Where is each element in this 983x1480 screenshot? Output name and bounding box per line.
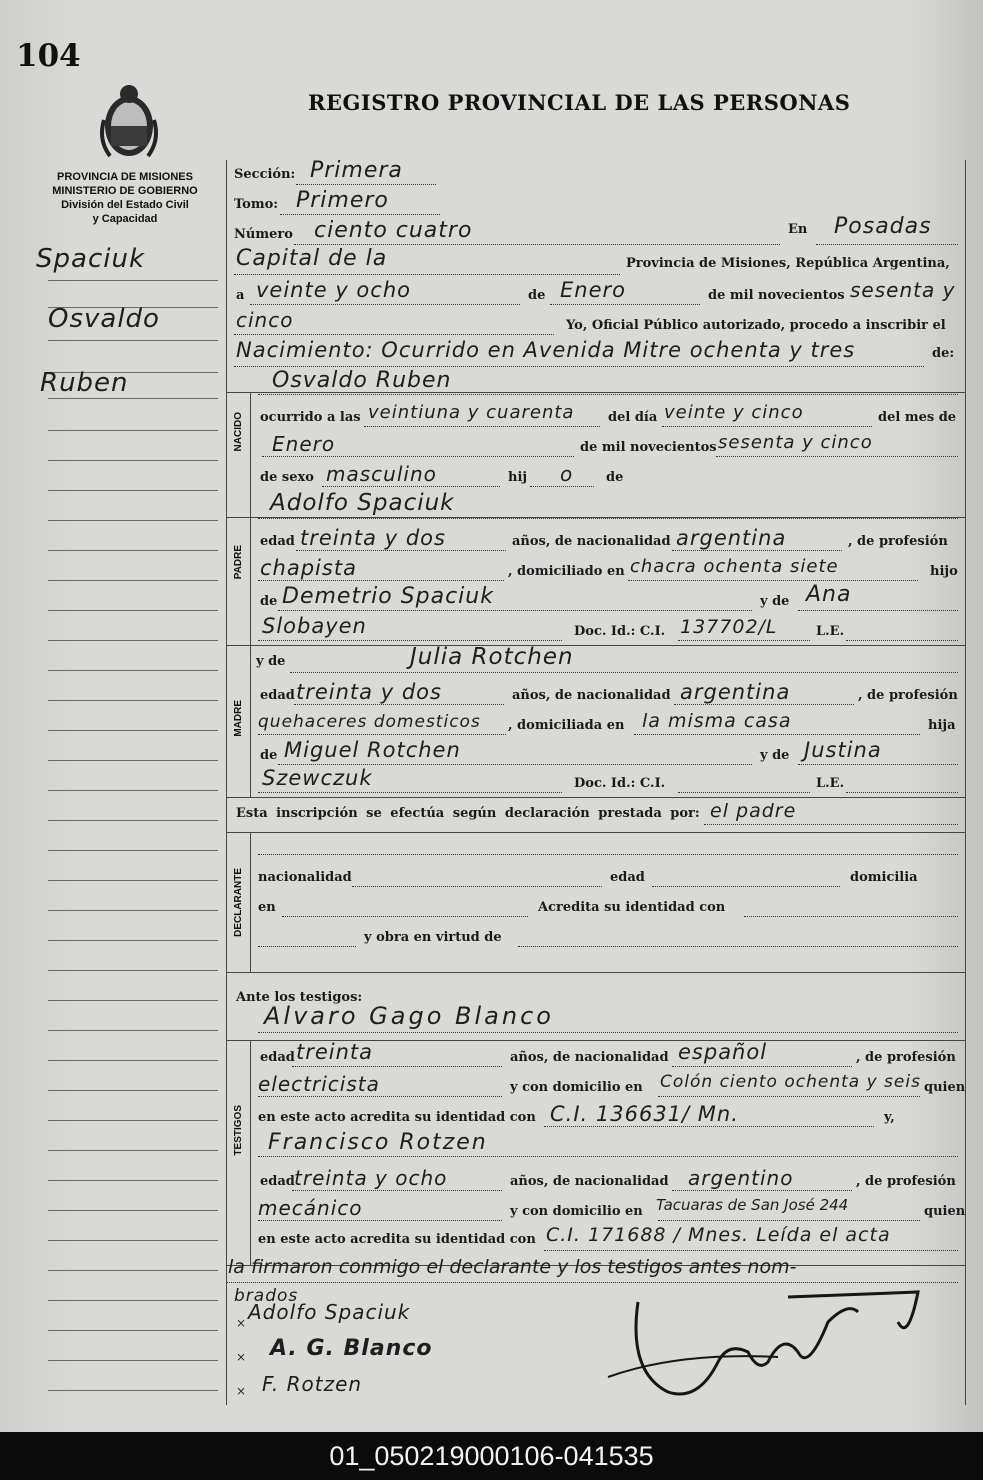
padre-edad-value: treinta y dos (300, 526, 446, 550)
section-divider (226, 797, 965, 798)
padre-edad-line (296, 550, 506, 551)
nacido-mes-value: Enero (272, 432, 336, 456)
madre-edad-value: treinta y dos (296, 680, 442, 704)
testigo1-nombre: Alvaro Gago Blanco (264, 1002, 554, 1030)
signature-witness-2: F. Rotzen (262, 1372, 363, 1396)
margin-rule (48, 850, 218, 851)
padre-nombre: Adolfo Spaciuk (270, 490, 455, 516)
testigo2-prof-label: , de profesión (856, 1174, 956, 1189)
nacimiento-value: Nacimiento: Ocurrido en Avenida Mitre ochenta y tres (236, 338, 856, 362)
sexo-line (322, 486, 500, 487)
margin-rule (48, 730, 218, 731)
authority-line: PROVINCIA DE MISIONES (57, 171, 193, 183)
anio-value-continued: cinco (236, 308, 294, 332)
madre-padre-line (278, 764, 752, 765)
nacido-anio-line (716, 456, 958, 457)
margin-rule (48, 1390, 218, 1391)
margin-rule (48, 1300, 218, 1301)
testigo1-y-label: y, (884, 1110, 895, 1125)
madre-madre-line (798, 764, 958, 765)
declarante-acredita-label: Acredita su identidad con (538, 900, 726, 915)
padre-prof-value: chapista (260, 556, 357, 580)
hij-value: o (560, 462, 574, 486)
coat-of-arms-icon (96, 80, 162, 162)
declaracion-value: el padre (710, 800, 797, 822)
margin-rule (48, 880, 218, 881)
testigo1-dom-label: y con domicilio en (510, 1080, 643, 1095)
margin-rule (48, 520, 218, 521)
padre-prof-label: , de profesión (848, 534, 948, 549)
padre-madre-line-2 (258, 640, 562, 641)
margin-rule (48, 550, 218, 551)
numero-line (294, 244, 780, 245)
mes-de-label: del mes de (878, 410, 957, 425)
declarante-dom-label: domicilia (850, 870, 918, 885)
testigo1-nac-line (672, 1066, 852, 1067)
declarante-acredita-line (744, 916, 958, 917)
madre-yde2-label: y de (760, 748, 790, 763)
testigo1-edad-line (292, 1066, 502, 1067)
numero-value: ciento cuatro (314, 218, 473, 243)
issuing-authority (30, 170, 220, 226)
padre-dom-line (628, 580, 918, 581)
margin-second-name: Ruben (40, 368, 129, 398)
de-colon-label: de: (932, 346, 955, 361)
capital-value: Capital de la (236, 246, 388, 271)
margin-rule (48, 1330, 218, 1331)
testigo2-nac: argentino (688, 1166, 794, 1190)
padre-le-line (846, 640, 958, 641)
hora-value: veintiuna y cuarenta (368, 402, 575, 423)
nacido-de-label: de (606, 470, 624, 485)
section-column-border (250, 832, 251, 972)
section-label-padre: PADRE (233, 545, 244, 580)
margin-rule (48, 640, 218, 641)
section-divider (226, 972, 965, 973)
margin-surname: Spaciuk (36, 244, 145, 274)
padre-edad-label: edad (260, 534, 295, 549)
signature-witness-1: A. G. Blanco (270, 1336, 433, 1361)
declarante-doc-line (258, 946, 356, 947)
declarante-obra-line (518, 946, 958, 947)
declarante-nombre-line (258, 854, 958, 855)
margin-rule (48, 1090, 218, 1091)
madre-madre-line-2 (258, 792, 562, 793)
margin-rule (48, 1000, 218, 1001)
cierre-text-2: brados (234, 1286, 299, 1306)
declarante-obra-label: y obra en virtud de (364, 930, 502, 945)
hora-line (364, 426, 600, 427)
madre-prof-label: , de profesión (858, 688, 958, 703)
testigo1-edad: treinta (296, 1040, 374, 1064)
declarante-en-label: en (258, 900, 276, 915)
seccion-value: Primera (310, 158, 403, 183)
testigo2-nac-line (672, 1190, 852, 1191)
margin-rule (48, 820, 218, 821)
madre-le-label: L.E. (816, 776, 845, 791)
authority-line: y Capacidad (92, 213, 158, 225)
padre-prof-line (258, 580, 504, 581)
madre-dom-label: , domiciliada en (508, 718, 625, 733)
signature-mark: × (236, 1316, 247, 1330)
yo-label: Yo, Oficial Público autorizado, procedo a inscribir el (566, 318, 946, 333)
testigo1-dom: Colón ciento ochenta y seis (660, 1072, 921, 1092)
margin-rule (48, 430, 218, 431)
tomo-line (280, 214, 440, 215)
padre-dom-value: chacra ochenta siete (630, 556, 839, 577)
padre-doc-line (678, 640, 810, 641)
madre-hija-label: hija (928, 718, 956, 733)
del-dia-label: del día (608, 410, 658, 425)
madre-nac-label: años, de nacionalidad (512, 688, 671, 703)
padre-nac-value: argentina (676, 526, 787, 550)
capital-line (234, 274, 620, 275)
margin-rule (48, 1270, 218, 1271)
section-column-border (250, 392, 251, 797)
testigo2-nombre-line (258, 1156, 958, 1157)
testigo1-edad-label: edad (260, 1050, 295, 1065)
madre-dom-line (634, 734, 920, 735)
margin-rule (48, 610, 218, 611)
testigo1-nombre-line (258, 1032, 958, 1033)
section-divider (226, 832, 965, 833)
margin-rule (48, 1120, 218, 1121)
madre-madre-de-continued: Szewczuk (262, 766, 373, 790)
provincia-label: Provincia de Misiones, República Argentina, (626, 256, 950, 271)
margin-rule (48, 490, 218, 491)
margin-rule (48, 280, 218, 281)
padre-doc-value: 137702/L (680, 616, 778, 638)
margin-rule (48, 790, 218, 791)
tomo-value: Primero (296, 188, 389, 213)
margin-rule (48, 970, 218, 971)
testigo1-doc: C.I. 136631/ Mn. (550, 1102, 739, 1126)
margin-first-name: Osvaldo (48, 304, 160, 334)
margin-rule (48, 760, 218, 761)
declaracion-line (704, 824, 958, 825)
official-signature-label (606, 1382, 618, 1383)
margin-rule (48, 700, 218, 701)
margin-rule (48, 670, 218, 671)
padre-le-label: L.E. (816, 624, 845, 639)
padre-madre-line (798, 610, 958, 611)
sexo-value: masculino (326, 462, 437, 486)
testigo2-dom: Tacuaras de San José 244 (656, 1196, 849, 1214)
de-label: de (528, 288, 546, 303)
testigo2-prof: mecánico (258, 1196, 363, 1220)
madre-edad-line (294, 704, 504, 705)
madre-nombre: Julia Rotchen (410, 644, 574, 670)
margin-rule (48, 940, 218, 941)
padre-madre-de-continued: Slobayen (262, 614, 367, 638)
fecha-value: veinte y ocho (256, 278, 411, 302)
nacido-mil-label: de mil novecientos (580, 440, 717, 455)
madre-nac-value: argentina (680, 680, 791, 704)
margin-rule (48, 1240, 218, 1241)
madre-le-line (846, 792, 958, 793)
testigo1-nac-label: años, de nacionalidad (510, 1050, 669, 1065)
testigo2-doc: C.I. 171688 / Mnes. Leída el acta (546, 1224, 891, 1246)
nacido-nombre: Osvaldo Ruben (272, 368, 452, 393)
margin-rule (48, 1360, 218, 1361)
cierre-text-1: la firmaron conmigo el declarante y los testigos antes nom- (228, 1256, 797, 1278)
testigo1-dom-line (658, 1096, 920, 1097)
official-signature-icon (598, 1282, 928, 1412)
margin-rule (48, 1210, 218, 1211)
authority-line: División del Estado Civil (61, 199, 189, 211)
mes-line (550, 304, 700, 305)
section-divider (226, 645, 965, 646)
madre-padre-de: Miguel Rotchen (284, 738, 461, 762)
official-signature (598, 1282, 928, 1416)
madre-edad-label: edad (260, 688, 295, 703)
mil-label: de mil novecientos (708, 288, 845, 303)
a-label: a (236, 288, 245, 303)
madre-yde-label: y de (256, 654, 286, 669)
anio-value: sesenta y (850, 278, 956, 302)
frame-left-border (226, 160, 227, 1405)
testigo1-nac: español (678, 1040, 768, 1064)
section-label-nacido: NACIDO (233, 412, 244, 452)
hij-label: hij (508, 470, 528, 485)
padre-yde-label: y de (760, 594, 790, 609)
section-label-testigos: TESTIGOS (233, 1105, 244, 1156)
madre-prof-value: quehaceres domesticos (258, 712, 481, 732)
declarante-edad-line (652, 886, 840, 887)
dia-value: veinte y cinco (664, 402, 804, 423)
testigo2-nac-label: años, de nacionalidad (510, 1174, 669, 1189)
ocurrido-label: ocurrido a las (260, 410, 361, 425)
margin-rule (48, 398, 218, 399)
testigo1-prof-label: , de profesión (856, 1050, 956, 1065)
padre-dom-label: , domiciliado en (508, 564, 625, 579)
testigo1-doc-line (544, 1126, 874, 1127)
padre-doc-label: Doc. Id.: C.I. (574, 624, 666, 639)
padre-madre-de: Ana (806, 582, 852, 607)
madre-madre-de: Justina (804, 738, 882, 762)
signature-father: Adolfo Spaciuk (248, 1300, 411, 1324)
seccion-line (296, 184, 436, 185)
tomo-label: Tomo: (234, 197, 279, 212)
section-label-declarante: DECLARANTE (233, 868, 244, 937)
testigo2-edad: treinta y ocho (294, 1166, 448, 1190)
numero-label: Número (234, 227, 293, 242)
testigo1-acredita-label: en este acto acredita su identidad con (258, 1110, 536, 1125)
margin-rule (48, 580, 218, 581)
madre-de-label: de (260, 748, 278, 763)
hij-line (530, 486, 594, 487)
signature-mark: × (236, 1350, 247, 1364)
filename-bar: 01_050219000106-041535 (0, 1432, 983, 1480)
nacido-anio-value: sesenta y cinco (718, 432, 873, 453)
testigo2-nombre: Francisco Rotzen (268, 1130, 488, 1155)
madre-doc-line (678, 792, 810, 793)
testigo1-quien-label: quien (924, 1080, 966, 1095)
margin-rule (48, 910, 218, 911)
testigo2-dom-label: y con domicilio en (510, 1204, 643, 1219)
en-label: En (788, 222, 808, 237)
testigo2-dom-line (658, 1220, 920, 1221)
testigo2-edad-label: edad (260, 1174, 295, 1189)
madre-nac-line (674, 704, 854, 705)
document-title: REGISTRO PROVINCIAL DE LAS PERSONAS (308, 90, 851, 115)
margin-rule (48, 460, 218, 461)
testigo2-quien-label: quien (924, 1204, 966, 1219)
padre-nac-line (672, 550, 842, 551)
padre-hijo-label: hijo (930, 564, 958, 579)
nacido-mes-line (262, 456, 574, 457)
section-label-madre: MADRE (233, 700, 244, 737)
nacimiento-line (234, 366, 924, 367)
seccion-label: Sección: (234, 167, 296, 182)
margin-rule (48, 1060, 218, 1061)
authority-line: MINISTERIO DE GOBIERNO (52, 185, 198, 197)
nacido-nombre-line (258, 394, 958, 395)
testigo1-prof-line (258, 1096, 502, 1097)
testigos-label: Ante los testigos: (236, 990, 363, 1005)
declarante-edad-label: edad (610, 870, 645, 885)
declarante-nac-label: nacionalidad (258, 870, 352, 885)
testigo2-doc-line (544, 1250, 958, 1251)
margin-rule (48, 340, 218, 341)
en-line (816, 244, 958, 245)
declaracion-label: Esta inscripción se efectúa según declaración prestada por: (236, 806, 700, 821)
padre-nac-label: años, de nacionalidad (512, 534, 671, 549)
testigo2-prof-line (258, 1220, 502, 1221)
dia-line (662, 426, 872, 427)
madre-doc-label: Doc. Id.: C.I. (574, 776, 666, 791)
padre-padre-line (278, 610, 752, 611)
margin-rule (48, 1150, 218, 1151)
padre-padre-de: Demetrio Spaciuk (282, 584, 494, 609)
margin-rule (48, 1180, 218, 1181)
testigo2-acredita-label: en este acto acredita su identidad con (258, 1232, 536, 1247)
madre-prof-line (258, 734, 506, 735)
sexo-label: de sexo (260, 470, 314, 485)
section-column-border (250, 1040, 251, 1265)
madre-nombre-line (290, 672, 958, 673)
declarante-en-line (282, 916, 528, 917)
padre-nombre-line (258, 518, 958, 519)
margin-rule (48, 1030, 218, 1031)
testigo2-edad-line (292, 1190, 502, 1191)
anio-line (234, 334, 554, 335)
declarante-nac-line (352, 886, 602, 887)
padre-de-label: de (260, 594, 278, 609)
madre-dom-value: la misma casa (642, 710, 792, 732)
signature-mark: × (236, 1384, 247, 1398)
folio-number: 104 (16, 38, 81, 74)
fecha-line (250, 304, 520, 305)
testigo1-prof: electricista (258, 1072, 380, 1096)
mes-value: Enero (560, 278, 626, 302)
en-value: Posadas (834, 214, 932, 239)
